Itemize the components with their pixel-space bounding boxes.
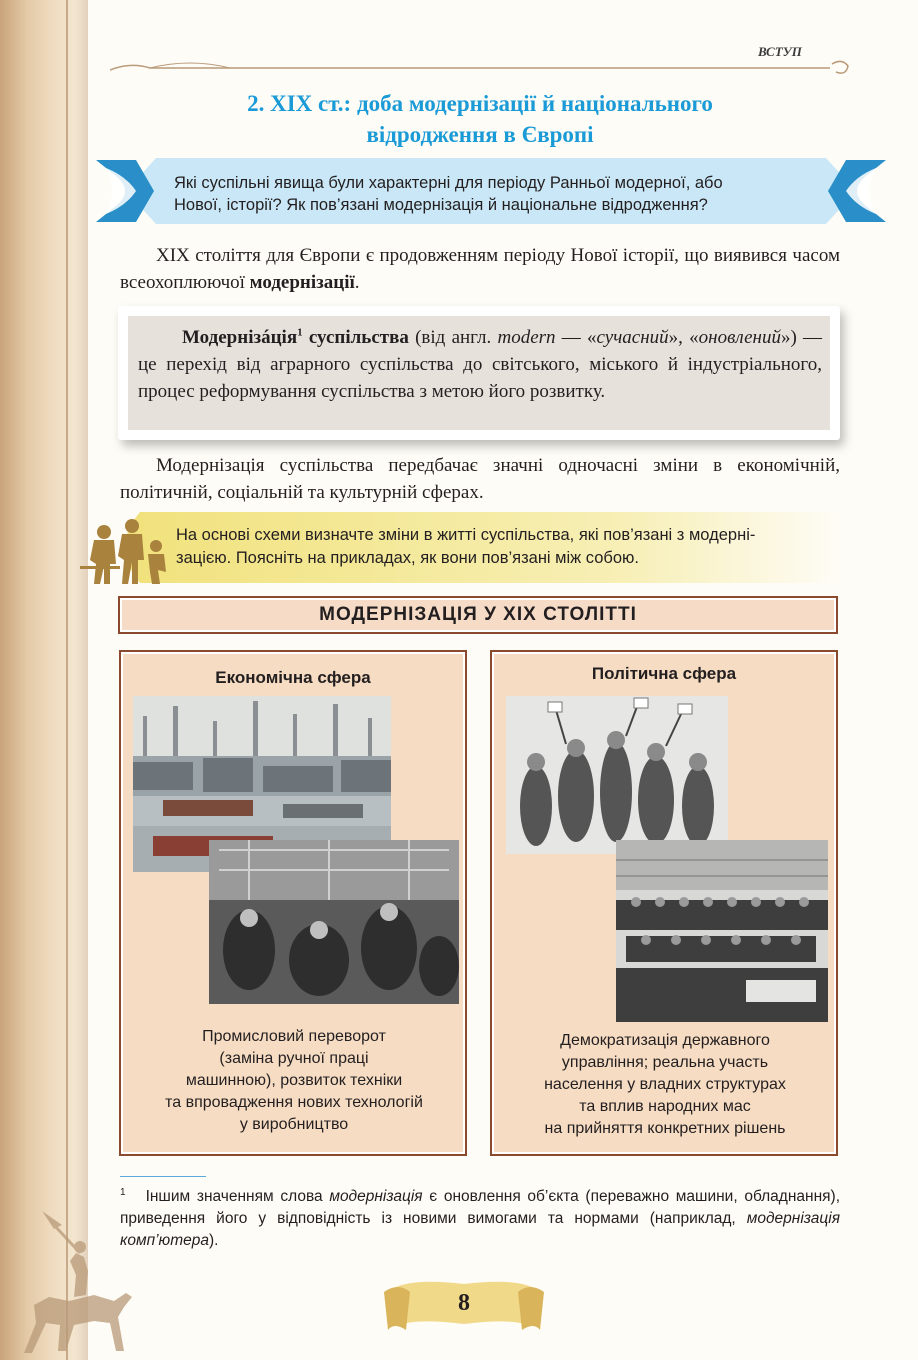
political-caption-line: Демократизація державного bbox=[560, 1032, 770, 1049]
footnote-em-1: модернізація bbox=[329, 1188, 423, 1206]
question-line-1: Які суспільні явища були характерні для періоду Ранньої модерної, або bbox=[174, 174, 723, 192]
def-modern: modern bbox=[497, 327, 556, 348]
parchment-margin bbox=[0, 0, 88, 1360]
title-line-1: 2. XIX ст.: доба модернізації й національного bbox=[247, 91, 713, 116]
title-line-2: відродження в Європі bbox=[366, 122, 594, 147]
crowd-engraving-image bbox=[506, 696, 728, 854]
footnote-number: 1 bbox=[120, 1187, 126, 1198]
question-text bbox=[174, 172, 814, 216]
task-banner bbox=[80, 510, 840, 585]
political-caption-line: та вплив народних мас bbox=[579, 1098, 751, 1115]
footnote-rule bbox=[120, 1176, 206, 1177]
section-label: ВСТУП bbox=[758, 44, 802, 59]
economic-panel bbox=[119, 650, 467, 1156]
economic-caption bbox=[131, 1026, 457, 1136]
def-sucasnyi: сучасний bbox=[596, 327, 669, 348]
def-part-2: — « bbox=[555, 327, 597, 348]
definition-text bbox=[128, 316, 830, 430]
question-banner bbox=[96, 156, 886, 226]
def-part-4: ») — це перехід від аграрного суспільства до світського, міського й індустріального, процес реформування суспільства з метою його розвитку. bbox=[138, 327, 823, 402]
footnote-em-2: модернізація комп’ютера bbox=[120, 1210, 840, 1250]
term-word: Модернізáція bbox=[182, 327, 298, 348]
political-caption-line: населення у владних структурах bbox=[544, 1076, 786, 1093]
scheme-title: МОДЕРНІЗАЦІЯ У XIX СТОЛІТТІ bbox=[118, 596, 838, 634]
task-line-2: зацією. Поясніть на прикладах, як вони пов’язані між собою. bbox=[176, 549, 640, 567]
page-title bbox=[140, 88, 820, 150]
intro-bold-term: модернізації bbox=[249, 272, 355, 293]
header-rule bbox=[110, 58, 850, 78]
assembly-engraving-image bbox=[616, 840, 828, 1022]
def-part-1: (від англ. bbox=[408, 327, 498, 348]
definition-term bbox=[182, 327, 409, 348]
economic-caption-line: машинною), розвиток техніки bbox=[185, 1072, 403, 1089]
economic-caption-line: Промисловий переворот bbox=[202, 1028, 386, 1045]
economic-title: Економічна сфера bbox=[215, 668, 371, 687]
task-text bbox=[176, 524, 826, 570]
footnote-text-3: ). bbox=[208, 1232, 219, 1250]
political-caption-line: управління; реальна участь bbox=[561, 1054, 769, 1071]
intro-end: . bbox=[354, 272, 360, 293]
margin-line bbox=[66, 0, 68, 1360]
economic-caption-line: (заміна ручної праці bbox=[219, 1050, 369, 1067]
intro-paragraph bbox=[120, 242, 840, 296]
def-part-3: », « bbox=[668, 327, 699, 348]
term-rest: суспільства bbox=[302, 327, 409, 348]
footnote bbox=[120, 1182, 840, 1252]
definition-box bbox=[118, 306, 840, 440]
footnote-text-1: Іншим значенням слова bbox=[145, 1188, 330, 1206]
term-footnote-mark: 1 bbox=[297, 326, 303, 339]
paragraph-2: Модернізація суспільства передбачає значні одночасні зміни в економічній, політичній, соціальній та культурній сферах. bbox=[120, 455, 840, 503]
political-caption bbox=[502, 1030, 828, 1140]
factory-workers-image bbox=[209, 840, 459, 1004]
def-onovlenyi: оновлений bbox=[698, 327, 781, 348]
page-number: 8 bbox=[458, 1290, 470, 1316]
question-line-2: Нової, історії? Як пов’язані модернізація й національне відродження? bbox=[174, 196, 708, 214]
intro-text: XIX століття для Європи є продовженням періоду Нової історії, що виявився часом всеохоплюючої bbox=[120, 245, 840, 293]
footnote-text-2: є оновлення об’єкта (переважно машини, обладнання), приведення його у відповідність із новими вимогами та нормами (наприклад, bbox=[120, 1188, 840, 1228]
economic-caption-line: та впровадження нових технологій bbox=[165, 1094, 423, 1111]
page-number-scroll bbox=[384, 1278, 544, 1336]
political-caption-line: на прийняття конкретних рішень bbox=[544, 1120, 786, 1137]
economic-caption-line: у виробництво bbox=[239, 1116, 349, 1133]
political-title: Політична сфера bbox=[591, 664, 737, 683]
task-line-1: На основі схеми визначте зміни в житті суспільства, які пов’язані з модерні- bbox=[176, 526, 756, 544]
political-panel bbox=[490, 650, 838, 1156]
